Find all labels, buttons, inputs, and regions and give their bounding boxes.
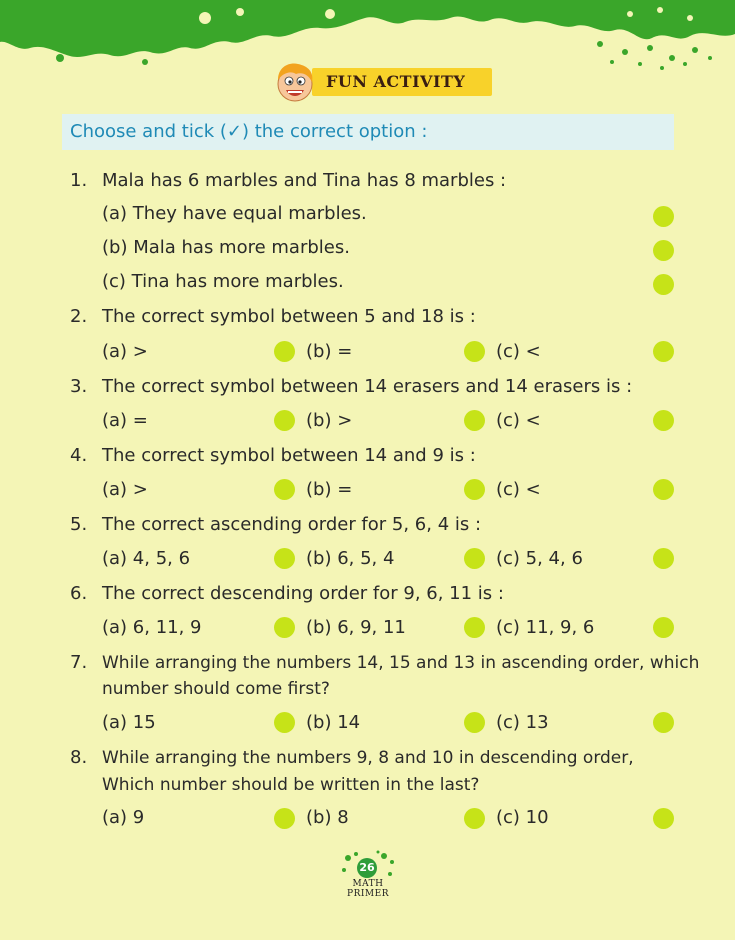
answer-circle[interactable] xyxy=(274,808,295,829)
option-label: (c) < xyxy=(496,341,541,362)
option-label: (b) = xyxy=(306,341,353,362)
option-label: (a) 9 xyxy=(102,807,145,828)
option-label: (c) Tina has more marbles. xyxy=(102,271,344,292)
question-text: The correct symbol between 14 and 9 is : xyxy=(102,445,476,466)
option-label: (b) Mala has more marbles. xyxy=(102,237,350,258)
option-label: (b) 14 xyxy=(306,712,361,733)
answer-circle[interactable] xyxy=(274,341,295,362)
option-label: (a) 6, 11, 9 xyxy=(102,617,202,638)
answer-circle[interactable] xyxy=(653,808,674,829)
page-number: 26 xyxy=(357,858,377,878)
answer-circle[interactable] xyxy=(464,617,485,638)
question-number: 1. xyxy=(70,170,88,191)
answer-circle[interactable] xyxy=(653,410,674,431)
answer-circle[interactable] xyxy=(464,341,485,362)
question-number: 7. xyxy=(70,652,88,673)
answer-circle[interactable] xyxy=(653,240,674,261)
question-text: The correct symbol between 14 erasers and 14 erasers is : xyxy=(102,376,633,397)
answer-circle[interactable] xyxy=(653,341,674,362)
option-label: (c) < xyxy=(496,479,541,500)
question-text: The correct symbol between 5 and 18 is : xyxy=(102,306,476,327)
answer-circle[interactable] xyxy=(274,479,295,500)
question-text-continued: number should come first? xyxy=(102,679,330,699)
answer-circle[interactable] xyxy=(464,712,485,733)
instruction-bar: Choose and tick (✓) the correct option : xyxy=(62,114,674,150)
question-text: While arranging the numbers 9, 8 and 10 in descending order, xyxy=(102,748,634,768)
option-label: (a) = xyxy=(102,410,148,431)
option-label: (c) < xyxy=(496,410,541,431)
option-label: (c) 13 xyxy=(496,712,549,733)
question-text: Mala has 6 marbles and Tina has 8 marbles : xyxy=(102,170,507,191)
answer-circle[interactable] xyxy=(464,548,485,569)
option-label: (b) > xyxy=(306,410,353,431)
answer-circle[interactable] xyxy=(274,712,295,733)
option-label: (b) = xyxy=(306,479,353,500)
option-label: (b) 8 xyxy=(306,807,349,828)
answer-circle[interactable] xyxy=(653,712,674,733)
option-label: (a) > xyxy=(102,341,148,362)
option-label: (a) They have equal marbles. xyxy=(102,203,367,224)
option-label: (a) 15 xyxy=(102,712,156,733)
option-label: (c) 10 xyxy=(496,807,549,828)
option-label: (a) > xyxy=(102,479,148,500)
answer-circle[interactable] xyxy=(653,548,674,569)
option-label: (c) 11, 9, 6 xyxy=(496,617,595,638)
question-number: 5. xyxy=(70,514,88,535)
option-label: (b) 6, 9, 11 xyxy=(306,617,406,638)
question-number: 3. xyxy=(70,376,88,397)
question-number: 6. xyxy=(70,583,88,604)
option-label: (b) 6, 5, 4 xyxy=(306,548,395,569)
question-number: 2. xyxy=(70,306,88,327)
cartoon-face-icon xyxy=(272,60,318,104)
question-number: 4. xyxy=(70,445,88,466)
option-label: (c) 5, 4, 6 xyxy=(496,548,583,569)
answer-circle[interactable] xyxy=(653,479,674,500)
answer-circle[interactable] xyxy=(464,410,485,431)
answer-circle[interactable] xyxy=(464,808,485,829)
answer-circle[interactable] xyxy=(274,410,295,431)
answer-circle[interactable] xyxy=(653,206,674,227)
fun-activity-label: FUN ACTIVITY xyxy=(312,68,492,96)
question-text: While arranging the numbers 14, 15 and 13 in ascending order, which xyxy=(102,653,700,673)
answer-circle[interactable] xyxy=(274,548,295,569)
answer-circle[interactable] xyxy=(653,274,674,295)
book-title: MATH PRIMER xyxy=(347,879,389,899)
question-number: 8. xyxy=(70,747,88,768)
option-label: (a) 4, 5, 6 xyxy=(102,548,191,569)
answer-circle[interactable] xyxy=(653,617,674,638)
answer-circle[interactable] xyxy=(464,479,485,500)
green-paint-splash xyxy=(0,0,735,75)
question-text-continued: Which number should be written in the last? xyxy=(102,775,480,795)
question-text: The correct descending order for 9, 6, 11 is : xyxy=(102,583,504,604)
question-text: The correct ascending order for 5, 6, 4 is : xyxy=(102,514,482,535)
answer-circle[interactable] xyxy=(274,617,295,638)
